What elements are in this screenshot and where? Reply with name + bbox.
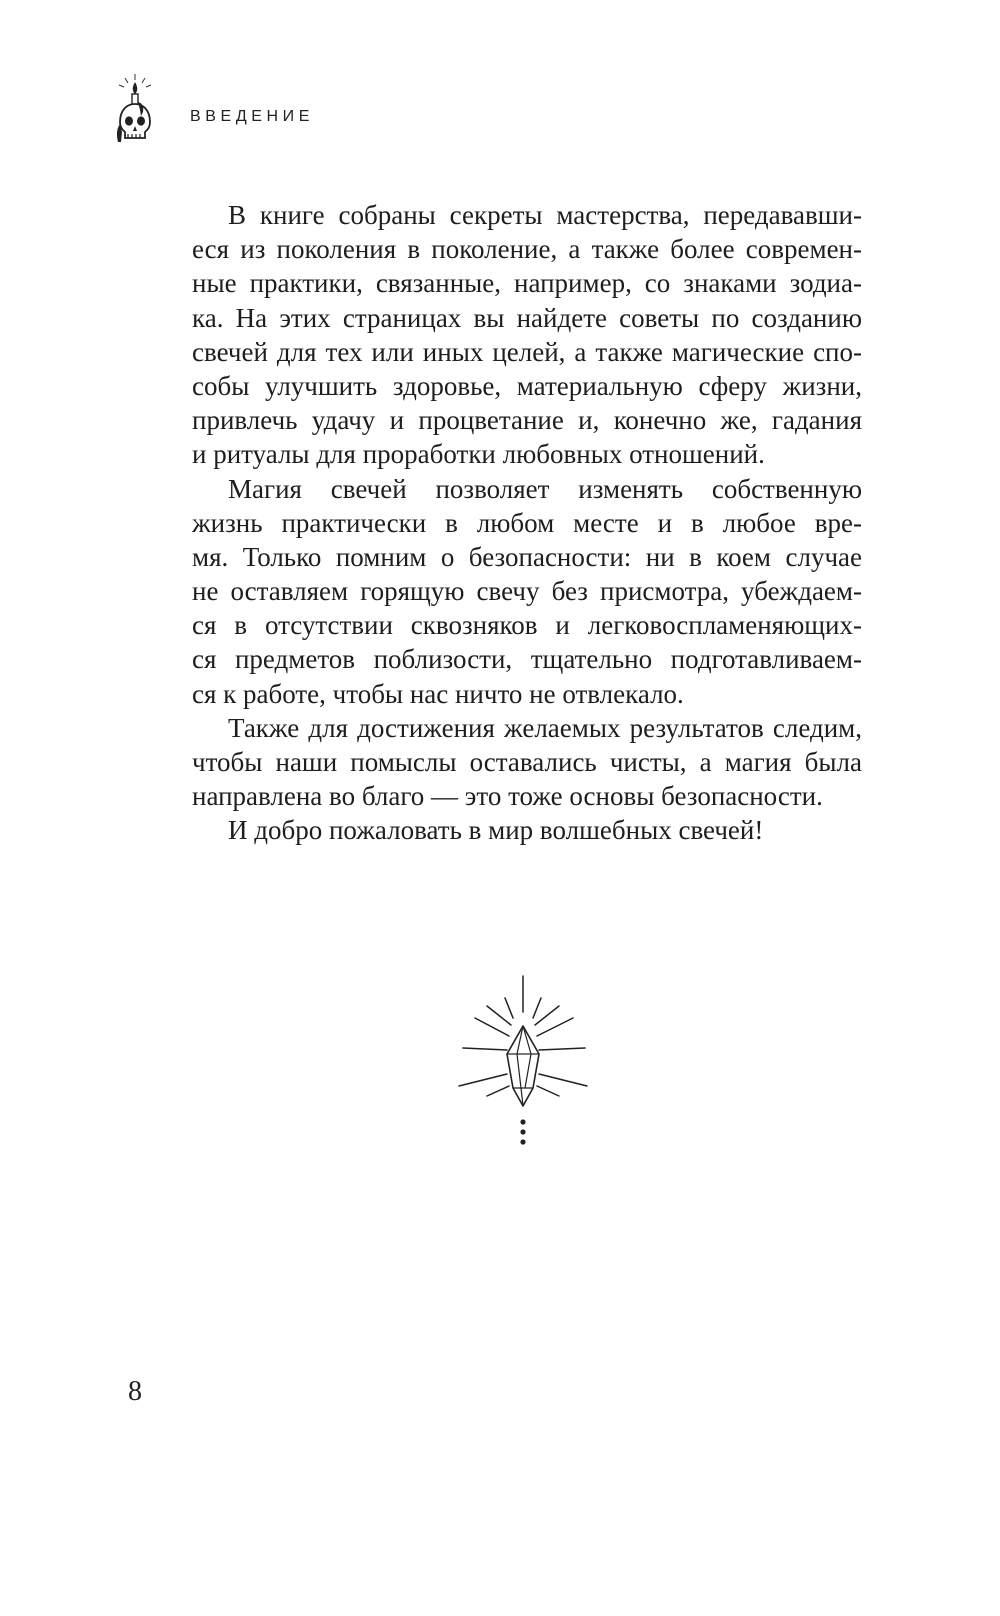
text-line: привлечь удачу и процветание и, конечно же, гадания xyxy=(192,405,862,436)
text-line: ся к работе, чтобы нас ничто не отвлекало. xyxy=(192,678,684,709)
text-line: ные практики, связанные, например, со знаками зодиа- xyxy=(192,268,862,299)
text-line: И добро пожаловать в мир волшебных свечей! xyxy=(228,815,764,846)
page-header xyxy=(112,70,158,150)
page-number: 8 xyxy=(128,1376,142,1407)
text-line: не оставляем горящую свечу без присмотра, убеждаем- xyxy=(192,576,862,607)
paragraph xyxy=(192,813,862,847)
text-line: и ритуалы для проработки любовных отношений. xyxy=(192,439,765,470)
text-line: Магия свечей позволяет изменять собственную xyxy=(228,473,862,504)
section-title: ВВЕДЕНИЕ xyxy=(190,108,315,125)
text-line: жизнь практически в любом месте и в любое вре- xyxy=(192,507,862,538)
text-line: свечей для тех или иных целей, а также магические спо- xyxy=(192,336,862,367)
text-line: мя. Только помним о безопасности: ни в коем случае xyxy=(192,541,862,572)
text-line: еся из поколения в поколение, а также более современ- xyxy=(192,234,862,265)
paragraph xyxy=(192,711,862,814)
text-line: ся предметов поблизости, тщательно подготавливаем- xyxy=(192,644,862,675)
text-line: ка. На этих страницах вы найдете советы по созданию xyxy=(192,302,862,333)
paragraph xyxy=(192,198,862,472)
radiant-crystal-icon xyxy=(445,970,605,1160)
skull-candle-icon xyxy=(112,72,158,148)
text-line: собы улучшить здоровье, материальную сферу жизни, xyxy=(192,370,862,401)
text-line: В книге собраны секреты мастерства, передававши- xyxy=(228,200,862,230)
paragraph xyxy=(192,472,862,711)
text-line: направлена во благо — это тоже основы безопасности. xyxy=(192,781,823,812)
body-text xyxy=(192,198,862,848)
text-line: чтобы наши помыслы оставались чисты, а магия была xyxy=(192,747,862,777)
text-line: ся в отсутствии сквозняков и легковоспламеняющих- xyxy=(192,610,862,641)
text-line: Также для достижения желаемых результатов следим, xyxy=(228,712,862,743)
